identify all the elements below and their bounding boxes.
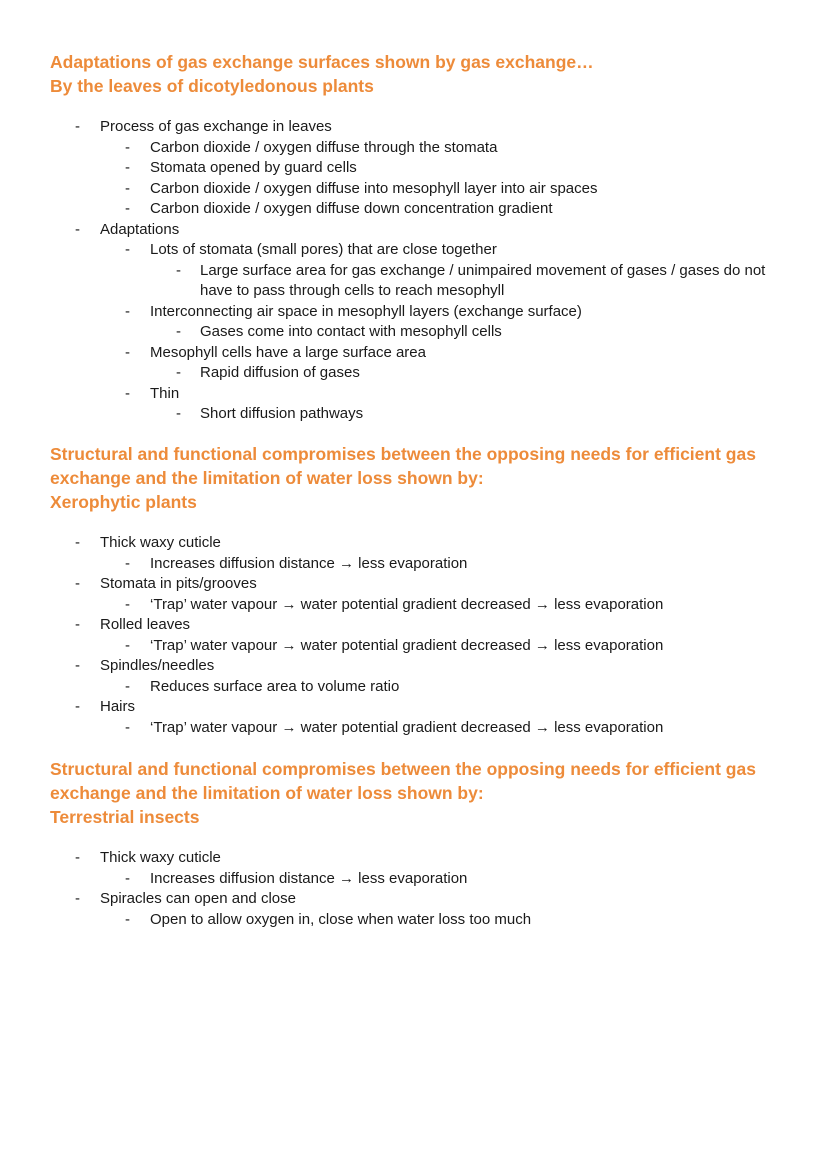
list-item-text: Rapid diffusion of gases <box>200 364 360 381</box>
list-item-text: Thick waxy cuticle <box>100 534 221 551</box>
list-item <box>50 533 790 554</box>
list-item <box>50 636 790 657</box>
list-item <box>50 240 790 261</box>
dash-bullet: - <box>125 302 130 320</box>
dash-bullet: - <box>75 657 80 674</box>
dash-bullet: - <box>75 849 80 866</box>
list-item-text: ‘Trap’ water vapour → water potential gradient decreased → less evaporation <box>150 636 664 654</box>
list-item <box>50 363 790 384</box>
dash-bullet: - <box>125 910 130 928</box>
heading-line: exchange and the limitation of water loss shown by: <box>50 783 484 803</box>
dash-bullet: - <box>125 343 130 361</box>
bullet-list <box>50 117 790 425</box>
list-item-text: Process of gas exchange in leaves <box>100 118 332 135</box>
list-item-text: Thick waxy cuticle <box>100 849 221 866</box>
heading-line: By the leaves of dicotyledonous plants <box>50 76 374 96</box>
section-heading <box>50 442 790 514</box>
list-item-text: Rolled leaves <box>100 616 191 633</box>
list-item <box>50 179 790 200</box>
list-item-text: Reduces surface area to volume ratio <box>150 677 400 695</box>
heading-line: Structural and functional compromises between the opposing needs for efficient gas <box>50 759 756 779</box>
dash-bullet: - <box>75 616 80 633</box>
list-item <box>50 404 790 425</box>
dash-bullet: - <box>125 718 130 736</box>
section-terrestrial-insects <box>50 757 790 930</box>
dash-bullet: - <box>176 261 181 279</box>
list-item-text: Stomata in pits/grooves <box>100 575 257 592</box>
dash-bullet: - <box>176 323 181 340</box>
list-item-text: Stomata opened by guard cells <box>150 159 357 176</box>
dash-bullet: - <box>125 241 130 258</box>
dash-bullet: - <box>75 118 80 135</box>
list-item-text: Spiracles can open and close <box>100 890 296 907</box>
list-item <box>50 554 790 575</box>
list-item <box>50 677 790 698</box>
list-item <box>50 220 790 241</box>
list-item <box>50 261 790 302</box>
dash-bullet: - <box>176 364 181 381</box>
list-item-text: Hairs <box>100 698 136 715</box>
dash-bullet: - <box>125 677 130 695</box>
list-item-text: ‘Trap’ water vapour → water potential gradient decreased → less evaporation <box>150 718 664 736</box>
list-item <box>50 848 790 869</box>
section-dicot-leaves <box>50 50 790 425</box>
list-item <box>50 595 790 616</box>
list-item-text: ‘Trap’ water vapour → water potential gradient decreased → less evaporation <box>150 595 664 613</box>
section-xerophytic-plants <box>50 442 790 738</box>
list-item-text: Short diffusion pathways <box>200 405 364 422</box>
dash-bullet: - <box>125 200 130 217</box>
list-item <box>50 302 790 323</box>
list-item <box>50 718 790 739</box>
list-item-text: Open to allow oxygen in, close when water loss too much <box>150 910 532 928</box>
dash-bullet: - <box>125 869 130 887</box>
list-item-text: Carbon dioxide / oxygen diffuse down concentration gradient <box>150 200 553 217</box>
list-item-text: Thin <box>150 384 180 402</box>
section-heading <box>50 50 790 98</box>
list-item-text: Lots of stomata (small pores) that are close together <box>150 241 497 258</box>
heading-line: Xerophytic plants <box>50 492 197 512</box>
bullet-list <box>50 848 790 930</box>
list-item-text: Increases diffusion distance → less evaporation <box>150 869 468 887</box>
dash-bullet: - <box>176 405 181 422</box>
list-item <box>50 117 790 138</box>
section-heading <box>50 757 790 829</box>
list-item-text: Carbon dioxide / oxygen diffuse through the stomata <box>150 138 498 156</box>
list-item <box>50 199 790 220</box>
heading-line: exchange and the limitation of water loss shown by: <box>50 468 484 488</box>
list-item <box>50 656 790 677</box>
dash-bullet: - <box>125 595 130 613</box>
list-item <box>50 343 790 364</box>
bullet-list <box>50 533 790 738</box>
dash-bullet: - <box>125 554 130 572</box>
list-item-text: Increases diffusion distance → less evaporation <box>150 554 468 572</box>
list-item-text: Mesophyll cells have a large surface area <box>150 343 426 361</box>
list-item <box>50 158 790 179</box>
dash-bullet: - <box>75 698 80 715</box>
heading-line: Terrestrial insects <box>50 807 200 827</box>
list-item-text: Interconnecting air space in mesophyll layers (exchange surface) <box>150 302 582 320</box>
dash-bullet: - <box>75 575 80 592</box>
list-item <box>50 384 790 405</box>
list-item-text: Carbon dioxide / oxygen diffuse into mesophyll layer into air spaces <box>150 179 598 197</box>
dash-bullet: - <box>75 220 80 238</box>
heading-line: Structural and functional compromises between the opposing needs for efficient gas <box>50 444 756 464</box>
list-item <box>50 697 790 718</box>
dash-bullet: - <box>125 636 130 654</box>
list-item <box>50 322 790 343</box>
list-item <box>50 574 790 595</box>
list-item <box>50 138 790 159</box>
dash-bullet: - <box>75 890 80 907</box>
heading-line: Adaptations of gas exchange surfaces shown by gas exchange… <box>50 52 594 72</box>
list-item-text: Large surface area for gas exchange / unimpaired movement of gases / gases do not have to pass through cells to reach mesophyll <box>200 261 766 299</box>
list-item <box>50 889 790 910</box>
list-item <box>50 910 790 931</box>
list-item <box>50 615 790 636</box>
list-item-text: Spindles/needles <box>100 657 215 674</box>
dash-bullet: - <box>125 179 130 197</box>
dash-bullet: - <box>75 534 80 551</box>
list-item <box>50 869 790 890</box>
list-item-text: Gases come into contact with mesophyll cells <box>200 323 502 340</box>
dash-bullet: - <box>125 384 130 402</box>
dash-bullet: - <box>125 159 130 176</box>
list-item-text: Adaptations <box>100 220 180 238</box>
dash-bullet: - <box>125 138 130 156</box>
